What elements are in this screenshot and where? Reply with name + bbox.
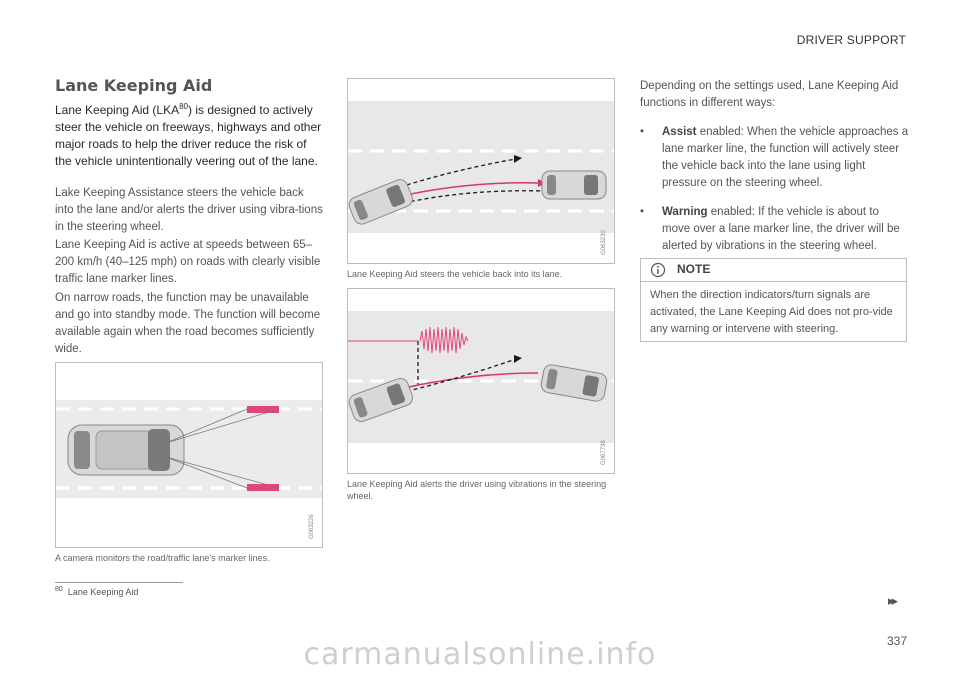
note-body: When the direction indicators/turn signals are activated, the Lane Keeping Aid does not pro-vide any warning or intervene with steering. <box>650 289 893 335</box>
body-paragraph: Lane Keeping Aid is active at speeds between 65–200 km/h (40–125 mph) on roads with clearly visible traffic lane marker lines. <box>55 239 321 285</box>
note-box <box>640 258 907 342</box>
figure-code: G067738 <box>601 440 607 465</box>
footnote-number: 80 <box>55 586 63 593</box>
figure-caption: A camera monitors the road/traffic lane's marker lines. <box>55 553 270 563</box>
bullet-dot: • <box>640 126 645 138</box>
function-modes <box>640 78 910 255</box>
lane-marker-highlight-top <box>247 406 279 413</box>
lead-paragraph <box>55 98 325 170</box>
list-item <box>640 204 910 255</box>
steer-illustration <box>348 79 614 263</box>
figure-code: G063226 <box>309 514 315 539</box>
figure-camera <box>55 362 323 548</box>
mode-text: enabled: If the vehicle is about to move over a lane marker line, the driver will be alerted by vibrations in the steering wheel. <box>662 206 900 252</box>
figure-steer <box>347 78 615 264</box>
footnote-divider <box>55 582 183 583</box>
figure-caption: Lane Keeping Aid alerts the driver using vibrations in the steering wheel. <box>347 479 607 501</box>
figure-alert <box>347 288 615 474</box>
section-header: DRIVER SUPPORT <box>796 33 906 47</box>
modes-intro: Depending on the settings used, Lane Keeping Aid functions in different ways: <box>640 80 899 109</box>
note-header <box>641 259 906 282</box>
watermark: carmanualsonline.info <box>303 637 657 672</box>
mode-text: enabled: When the vehicle approaches a lane marker line, the function will actively steer the vehicle back into the lane using light pressure on the steering wheel. <box>662 126 909 189</box>
note-title: NOTE <box>677 262 711 276</box>
figure-code: G063230 <box>601 230 607 255</box>
info-icon <box>650 262 666 278</box>
footnote-text: Lane Keeping Aid <box>67 587 139 597</box>
figure-caption: Lane Keeping Aid steers the vehicle back into its lane. <box>347 269 563 279</box>
car-in-lane <box>542 171 606 199</box>
body-paragraph: On narrow roads, the function may be unavailable and go into standby mode. The function will become available again when the road becomes sufficiently wide. <box>55 292 321 355</box>
list-item <box>640 124 910 192</box>
next-page-icon[interactable]: ▸▸ <box>888 593 896 608</box>
lead-text-after: ) is designed to actively steer the vehicle on freeways, highways and other major roads to help the driver reduce the risk of the vehicle unintentionally veering out of the lane. <box>55 103 322 168</box>
bullet-dot: • <box>640 206 645 218</box>
alert-illustration <box>348 289 614 473</box>
lane-marker-highlight-bottom <box>247 484 279 491</box>
footnote <box>55 586 138 597</box>
body-paragraph: Lake Keeping Assistance steers the vehicle back into the lane and/or alerts the driver using vibra-tions in the steering wheel. <box>55 187 323 233</box>
lead-text-before: Lane Keeping Aid (LKA <box>55 103 180 117</box>
mode-term: Warning <box>662 206 708 218</box>
mode-term: Assist <box>662 126 697 138</box>
page-title: Lane Keeping Aid <box>55 76 213 95</box>
car-top-view <box>68 425 184 475</box>
camera-illustration <box>56 363 322 547</box>
footnote-ref[interactable]: 80 <box>179 102 189 111</box>
page-number: 337 <box>887 634 908 648</box>
